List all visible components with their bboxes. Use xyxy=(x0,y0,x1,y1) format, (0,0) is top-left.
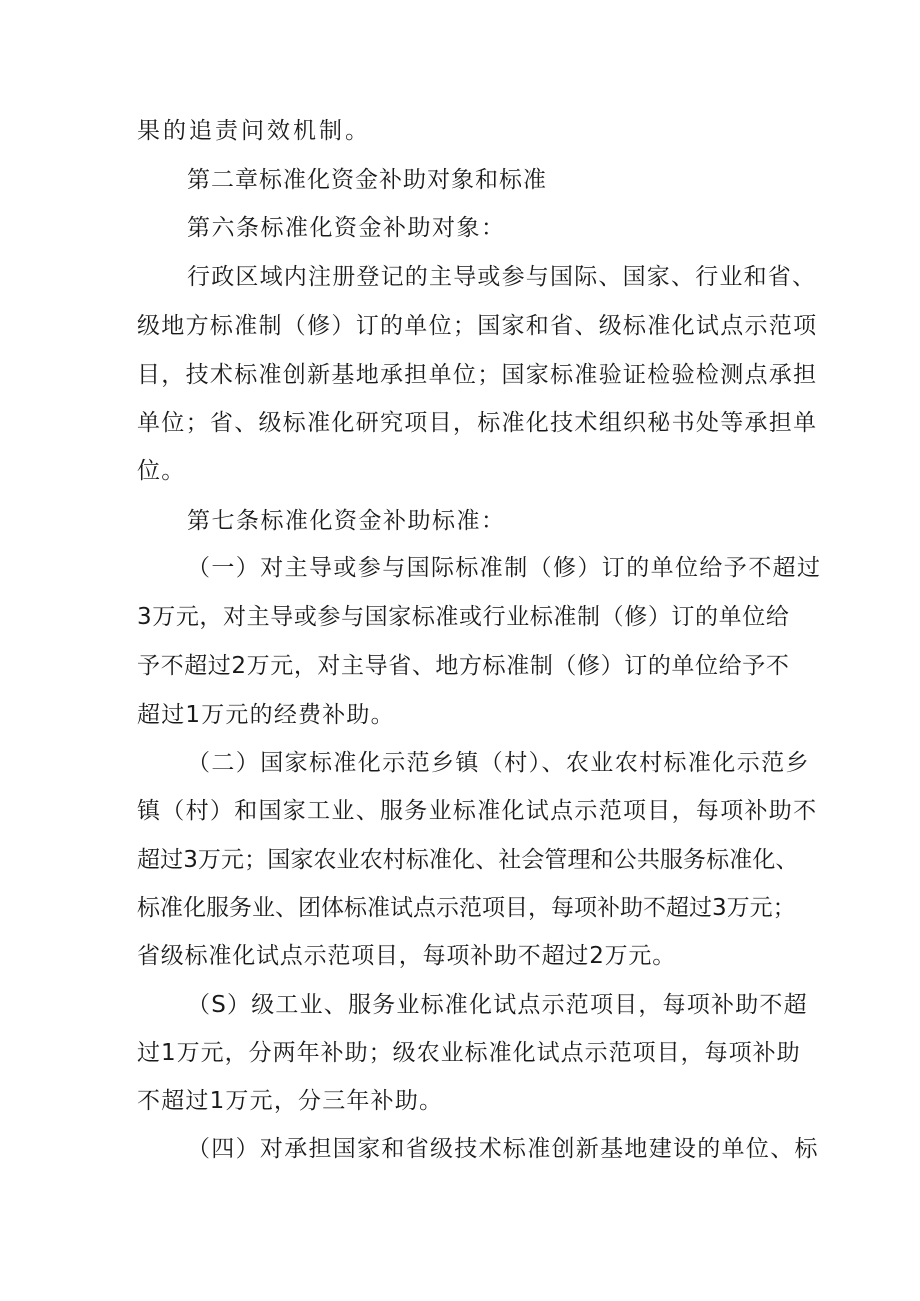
list-item-line: 3万元，对主导或参与国家标准或行业标准制（修）订的单位给 xyxy=(137,604,790,630)
list-item-line: 镇（村）和国家工业、服务业标准化试点示范项目，每项补助不 xyxy=(137,798,818,824)
body-text-line: 单位；省、级标准化研究项目，标准化技术组织秘书处等承担单 xyxy=(137,410,818,436)
article-heading: 第七条标准化资金补助标准： xyxy=(187,508,506,534)
body-text-line: 级地方标准制（修）订的单位；国家和省、级标准化试点示范项 xyxy=(137,313,818,339)
list-item-line: （二）国家标准化示范乡镇（村）、农业农村标准化示范乡 xyxy=(187,750,810,776)
body-text-line: 目，技术标准创新基地承担单位；国家标准验证检验检测点承担 xyxy=(137,362,818,388)
list-item-line: 过1万元，分两年补助；级农业标准化试点示范项目，每项补助 xyxy=(137,1040,801,1066)
chapter-heading: 第二章标准化资金补助对象和标准 xyxy=(187,167,547,193)
list-item-line: 超过1万元的经费补助。 xyxy=(137,702,395,728)
list-item-line: 省级标准化试点示范项目，每项补助不超过2万元。 xyxy=(137,943,677,969)
list-item-line: （一）对主导或参与国际标准制（修）订的单位给予不超过 xyxy=(187,555,822,581)
list-item-line: 标准化服务业、团体标准试点示范项目，每项补助不超过3万元； xyxy=(137,895,796,921)
list-item-line: （四）对承担国家和省级技术标准创新基地建设的单位、标 xyxy=(187,1136,819,1162)
body-text-line: 果的追责问效机制。 xyxy=(137,118,371,144)
article-heading: 第六条标准化资金补助对象： xyxy=(187,215,506,241)
body-text-line: 位。 xyxy=(137,458,186,484)
body-text-line: 行政区域内注册登记的主导或参与国际、国家、行业和省、 xyxy=(187,264,817,290)
list-item-line: 超过3万元；国家农业农村标准化、社会管理和公共服务标准化、 xyxy=(137,847,799,873)
list-item-line: 不超过1万元，分三年补助。 xyxy=(137,1088,444,1114)
list-item-line: （S）级工业、服务业标准化试点示范项目，每项补助不超 xyxy=(187,992,808,1018)
list-item-line: 予不超过2万元，对主导省、地方标准制（修）订的单位给予不 xyxy=(137,653,790,679)
